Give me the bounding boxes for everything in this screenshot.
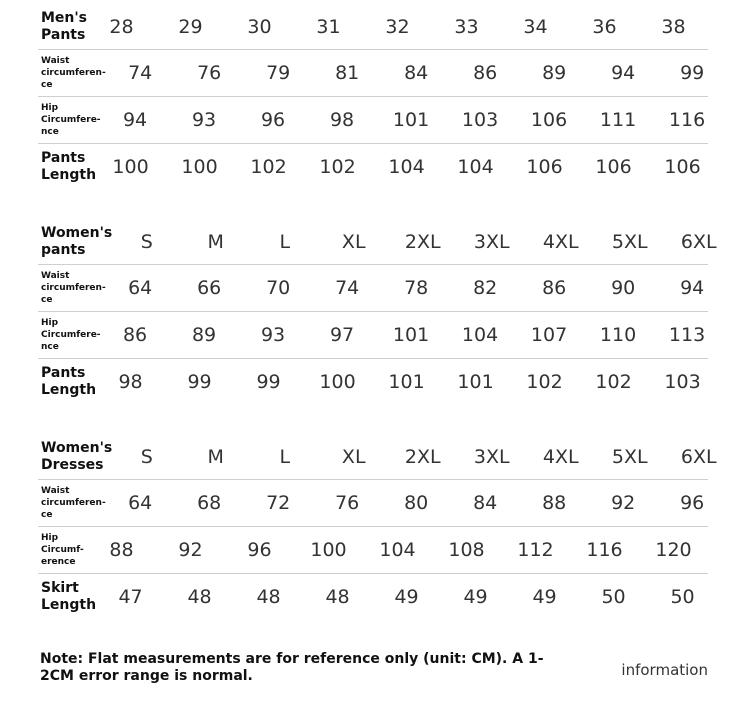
size-cell: 30	[247, 15, 272, 38]
mens-pants-table	[38, 4, 708, 190]
value-cell: 74	[335, 277, 360, 299]
value-cell: 92	[178, 539, 203, 561]
value-cell: 80	[404, 492, 429, 514]
womens-pants-table	[38, 219, 717, 405]
size-cell: 4XL	[542, 445, 579, 468]
value-cell: 100	[319, 371, 356, 393]
value-cell: 94	[122, 109, 148, 131]
value-cell: 81	[335, 62, 360, 84]
value-cell: 106	[664, 156, 701, 178]
information-link[interactable]: information	[621, 661, 708, 679]
row-label: Hip Circumfere-nce	[41, 318, 101, 352]
value-cell: 76	[197, 62, 222, 84]
value-cell: 89	[542, 62, 567, 84]
womens-dresses-table	[38, 434, 717, 620]
table-row	[38, 144, 708, 190]
row-label: Pants Length	[41, 150, 97, 183]
size-cell: XL	[341, 445, 366, 468]
value-cell: 101	[392, 324, 430, 346]
value-cell: 48	[256, 586, 281, 608]
value-cell: 48	[187, 586, 212, 608]
value-cell: 88	[542, 492, 567, 514]
value-cell: 78	[404, 277, 429, 299]
row-label: Women's Dresses	[41, 439, 113, 473]
value-cell: 102	[250, 156, 287, 178]
value-cell: 68	[197, 492, 222, 514]
value-cell: 94	[611, 62, 636, 84]
value-cell: 96	[247, 539, 272, 561]
value-cell: 49	[394, 586, 419, 608]
value-cell: 93	[191, 109, 217, 131]
row-label: Waist circumferen-ce	[41, 486, 106, 520]
measurement-note: Note: Flat measurements are for reference only (unit: CM). A 1-2CM error range is normal.	[40, 651, 544, 684]
size-cell: 5XL	[611, 230, 648, 253]
value-cell: 89	[191, 324, 217, 346]
size-cell: 38	[661, 15, 686, 38]
value-cell: 49	[532, 586, 557, 608]
size-cell: 4XL	[542, 230, 579, 253]
row-label: Men's Pants	[41, 9, 88, 43]
value-cell: 100	[310, 539, 347, 561]
value-cell: 47	[118, 586, 143, 608]
value-cell: 70	[266, 277, 291, 299]
value-cell: 98	[329, 109, 355, 131]
size-cell: 29	[178, 15, 203, 38]
value-cell: 108	[448, 539, 485, 561]
value-cell: 49	[463, 586, 488, 608]
value-cell: 116	[668, 109, 706, 131]
row-label: Waist circumferen-ce	[41, 56, 106, 90]
value-cell: 120	[655, 539, 692, 561]
value-cell: 113	[668, 324, 706, 346]
size-cell: 6XL	[680, 230, 717, 253]
value-cell: 86	[542, 277, 567, 299]
row-label: Women's pants	[41, 224, 113, 258]
table-row	[38, 219, 717, 265]
row-label: Hip Circumf-erence	[41, 533, 84, 567]
size-cell: 5XL	[611, 445, 648, 468]
table-row	[38, 97, 708, 144]
size-cell: L	[279, 230, 291, 253]
value-cell: 101	[392, 109, 430, 131]
value-cell: 48	[325, 586, 350, 608]
value-cell: 72	[266, 492, 291, 514]
value-cell: 88	[109, 539, 134, 561]
value-cell: 100	[112, 156, 149, 178]
value-cell: 111	[599, 109, 637, 131]
value-cell: 103	[664, 371, 701, 393]
value-cell: 86	[473, 62, 498, 84]
table-row	[38, 265, 708, 312]
value-cell: 64	[128, 277, 153, 299]
size-cell: 31	[316, 15, 341, 38]
value-cell: 94	[680, 277, 705, 299]
value-cell: 100	[181, 156, 218, 178]
size-cell: XL	[341, 230, 366, 253]
value-cell: 96	[260, 109, 286, 131]
value-cell: 99	[256, 371, 281, 393]
size-cell: L	[279, 445, 291, 468]
value-cell: 104	[379, 539, 416, 561]
value-cell: 99	[187, 371, 212, 393]
value-cell: 76	[335, 492, 360, 514]
size-cell: 36	[592, 15, 617, 38]
value-cell: 101	[388, 371, 425, 393]
value-cell: 92	[611, 492, 636, 514]
size-cell: 2XL	[404, 230, 441, 253]
value-cell: 104	[457, 156, 494, 178]
value-cell: 103	[461, 109, 499, 131]
value-cell: 101	[457, 371, 494, 393]
size-cell: 33	[454, 15, 479, 38]
value-cell: 106	[530, 109, 568, 131]
table-row	[38, 434, 717, 480]
value-cell: 64	[128, 492, 153, 514]
value-cell: 106	[595, 156, 632, 178]
value-cell: 79	[266, 62, 291, 84]
value-cell: 102	[319, 156, 356, 178]
value-cell: 104	[461, 324, 499, 346]
value-cell: 97	[329, 324, 355, 346]
table-row	[38, 527, 708, 574]
value-cell: 96	[680, 492, 705, 514]
size-cell: M	[207, 230, 224, 253]
value-cell: 84	[473, 492, 498, 514]
value-cell: 99	[680, 62, 705, 84]
value-cell: 107	[530, 324, 568, 346]
row-label: Waist circumferen-ce	[41, 271, 106, 305]
value-cell: 93	[260, 324, 286, 346]
row-label: Pants Length	[41, 365, 97, 398]
size-cell: S	[140, 445, 153, 468]
table-row	[38, 480, 708, 527]
value-cell: 50	[670, 586, 695, 608]
value-cell: 98	[118, 371, 143, 393]
value-cell: 102	[595, 371, 632, 393]
value-cell: 104	[388, 156, 425, 178]
table-row	[38, 4, 708, 50]
value-cell: 106	[526, 156, 563, 178]
size-cell: 2XL	[404, 445, 441, 468]
table-row	[38, 312, 708, 359]
value-cell: 102	[526, 371, 563, 393]
value-cell: 112	[517, 539, 554, 561]
size-cell: 6XL	[680, 445, 717, 468]
table-row	[38, 50, 708, 97]
size-cell: 32	[385, 15, 410, 38]
value-cell: 84	[404, 62, 429, 84]
value-cell: 116	[586, 539, 623, 561]
size-cell: 34	[523, 15, 548, 38]
value-cell: 50	[601, 586, 626, 608]
row-label: Skirt Length	[41, 580, 97, 613]
value-cell: 110	[599, 324, 637, 346]
size-cell: S	[140, 230, 153, 253]
row-label: Hip Circumfere-nce	[41, 103, 101, 137]
value-cell: 74	[128, 62, 153, 84]
value-cell: 82	[473, 277, 498, 299]
table-row	[38, 574, 708, 620]
size-cell: 3XL	[473, 230, 510, 253]
value-cell: 86	[122, 324, 148, 346]
size-cell: 3XL	[473, 445, 510, 468]
table-row	[38, 359, 708, 405]
size-cell: M	[207, 445, 224, 468]
size-cell: 28	[109, 15, 134, 38]
value-cell: 90	[611, 277, 636, 299]
value-cell: 66	[197, 277, 222, 299]
